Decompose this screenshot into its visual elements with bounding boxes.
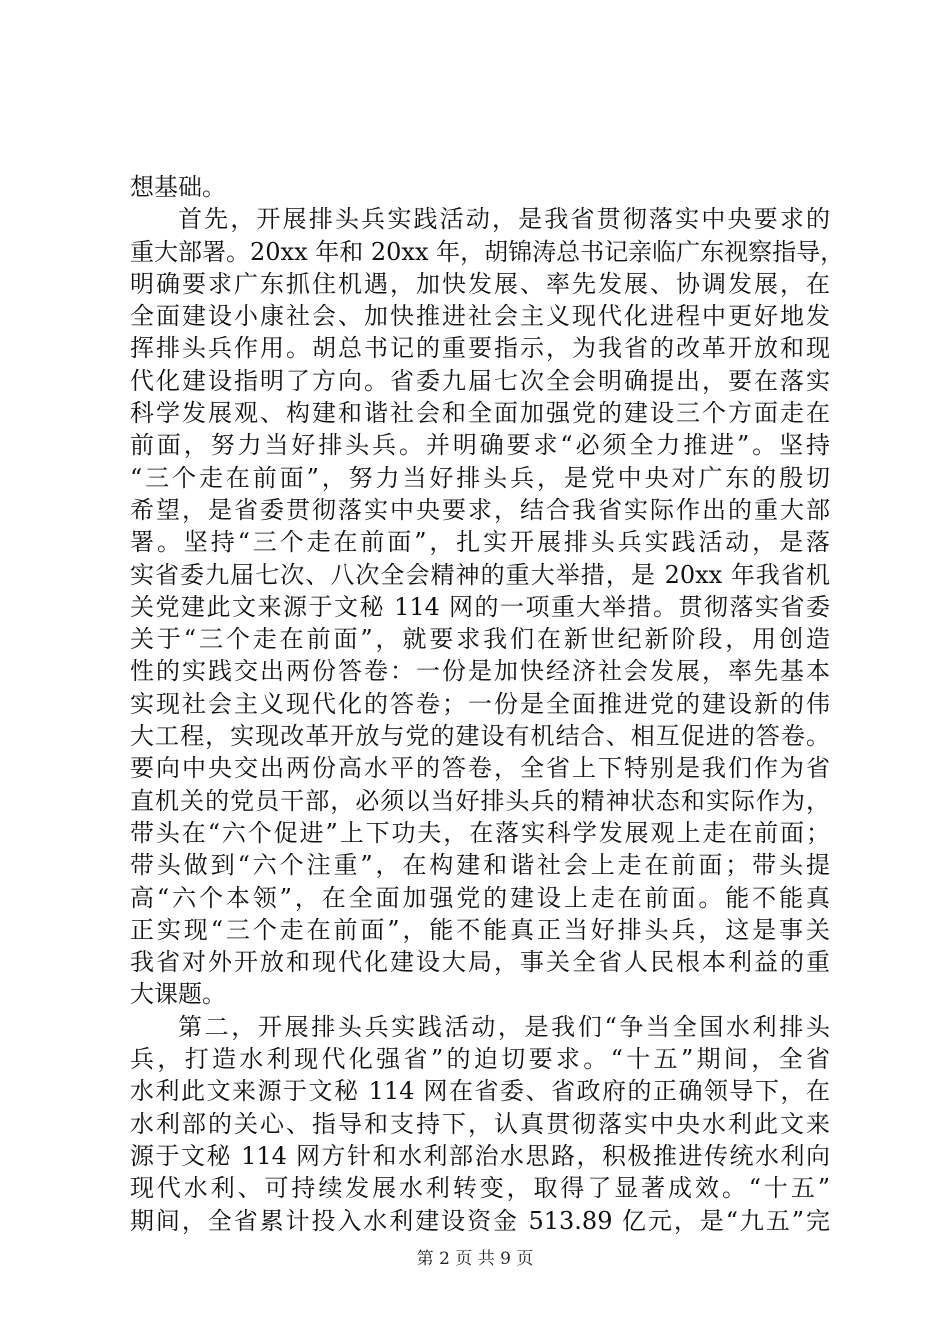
text-line: 期间，全省累计投入水利建设资金 513.89 亿元，是“九五”完 bbox=[130, 1206, 830, 1235]
text-line: 要向中央交出两份高水平的答卷，全省上下特别是我们作为省 bbox=[130, 754, 830, 783]
page-footer bbox=[0, 1244, 950, 1269]
text-line: 希望，是省委贯彻落实中央要求，结合我省实际作出的重大部 bbox=[130, 495, 830, 524]
text-line: 关党建此文来源于文秘 114 网的一项重大举措。贯彻落实省委 bbox=[130, 592, 830, 621]
text-line: “三个走在前面”，努力当好排头兵，是党中央对广东的殷切 bbox=[130, 463, 830, 492]
text-line: 现代水利、可持续发展水利转变，取得了显著成效。“十五” bbox=[130, 1174, 830, 1203]
text-line: 第二，开展排头兵实践活动，是我们“争当全国水利排头 bbox=[178, 1012, 830, 1041]
text-line: 高“六个本领”，在全面加强党的建设上走在前面。能不能真 bbox=[130, 883, 830, 912]
text-line: 水利此文来源于文秘 114 网在省委、省政府的正确领导下，在 bbox=[130, 1077, 830, 1106]
text-line: 实省委九届七次、八次全会精神的重大举措，是 20xx 年我省机 bbox=[130, 560, 830, 589]
document-body bbox=[130, 171, 845, 1237]
text-line: 署。坚持“三个走在前面”，扎实开展排头兵实践活动，是落 bbox=[130, 528, 830, 557]
text-line: 代化建设指明了方向。省委九届七次全会明确提出，要在落实 bbox=[130, 366, 830, 395]
text-line: 我省对外开放和现代化建设大局，事关全省人民根本利益的重 bbox=[130, 948, 830, 977]
text-line: 水利部的关心、指导和支持下，认真贯彻落实中央水利此文来 bbox=[130, 1109, 830, 1138]
text-line: 全面建设小康社会、加快推进社会主义现代化进程中更好地发 bbox=[130, 302, 830, 331]
text-line: 首先，开展排头兵实践活动，是我省贯彻落实中央要求的 bbox=[178, 205, 830, 234]
text-line: 性的实践交出两份答卷：一份是加快经济社会发展，率先基本 bbox=[130, 657, 830, 686]
text-line: 挥排头兵作用。胡总书记的重要指示，为我省的改革开放和现 bbox=[130, 334, 830, 363]
text-line: 带头做到“六个注重”，在构建和谐社会上走在前面；带头提 bbox=[130, 851, 830, 880]
text-line: 源于文秘 114 网方针和水利部治水思路，积极推进传统水利向 bbox=[130, 1141, 830, 1170]
text-line: 大课题。 bbox=[130, 980, 226, 1009]
text-line: 明确要求广东抓住机遇，加快发展、率先发展、协调发展，在 bbox=[130, 269, 830, 298]
text-line: 兵，打造水利现代化强省”的迫切要求。“十五”期间，全省 bbox=[130, 1045, 830, 1074]
text-line: 重大部署。20xx 年和 20xx 年，胡锦涛总书记亲临广东视察指导， bbox=[130, 237, 845, 266]
text-line: 关于“三个走在前面”，就要求我们在新世纪新阶段，用创造 bbox=[130, 625, 830, 654]
text-line: 带头在“六个促进”上下功夫，在落实科学发展观上走在前面； bbox=[130, 818, 830, 847]
text-line: 实现社会主义现代化的答卷；一份是全面推进党的建设新的伟 bbox=[130, 689, 830, 718]
text-line: 大工程，实现改革开放与党的建设有机结合、相互促进的答卷。 bbox=[130, 722, 830, 751]
text-line: 正实现“三个走在前面”，能不能真正当好排头兵，这是事关 bbox=[130, 915, 830, 944]
text-line: 前面，努力当好排头兵。并明确要求“必须全力推进”。坚持 bbox=[130, 431, 830, 460]
page-number-label: 第 2 页 共 9 页 bbox=[416, 1249, 534, 1269]
text-line: 想基础。 bbox=[130, 173, 226, 201]
text-line: 科学发展观、构建和谐社会和全面加强党的建设三个方面走在 bbox=[130, 399, 830, 428]
text-line: 直机关的党员干部，必须以当好排头兵的精神状态和实际作为， bbox=[130, 786, 830, 815]
